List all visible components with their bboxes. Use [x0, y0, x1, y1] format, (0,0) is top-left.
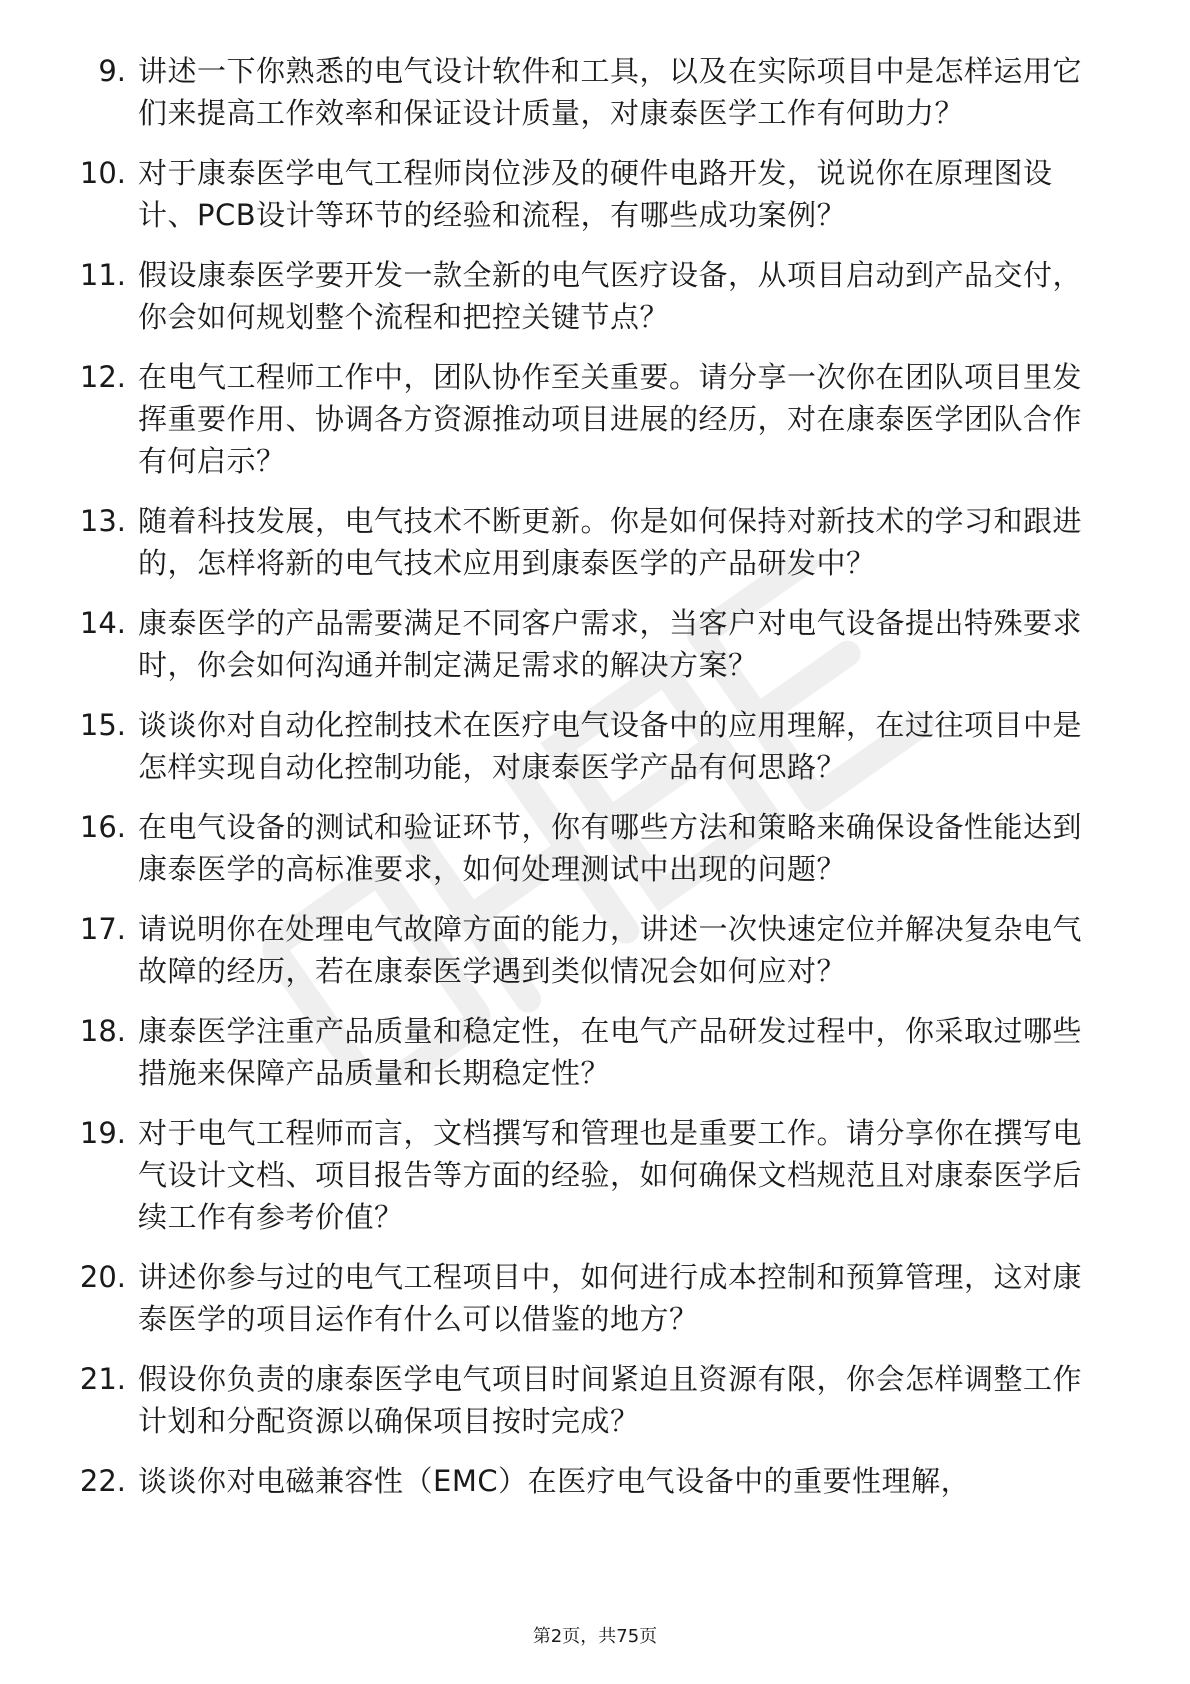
question-number: 10. [79, 156, 126, 190]
question-number: 22. [79, 1464, 126, 1498]
question-number: 9. [98, 54, 126, 88]
question-text: 假设康泰医学要开发一款全新的电气医疗设备，从项目启动到产品交付，你会如何规划整个流程和把控关键节点？ [138, 258, 1083, 334]
question-number: 12. [79, 360, 126, 394]
question-text: 讲述你参与过的电气工程项目中，如何进行成本控制和预算管理，这对康泰医学的项目运作有什么可以借鉴的地方？ [138, 1260, 1083, 1336]
question-text: 随着科技发展，电气技术不断更新。你是如何保持对新技术的学习和跟进的，怎样将新的电气技术应用到康泰医学的产品研发中？ [138, 504, 1083, 580]
question-text: 谈谈你对电磁兼容性（EMC）在医疗电气设备中的重要性理解， [138, 1464, 971, 1498]
question-item [70, 806, 1130, 890]
question-number: 13. [79, 504, 126, 538]
question-text: 对于电气工程师而言，文档撰写和管理也是重要工作。请分享你在撰写电气设计文档、项目报告等方面的经验，如何确保文档规范且对康泰医学后续工作有参考价值？ [138, 1116, 1083, 1234]
question-number: 16. [79, 810, 126, 844]
page-number-footer: 第2页，共75页 [532, 1626, 658, 1647]
question-text: 在电气设备的测试和验证环节，你有哪些方法和策略来确保设备性能达到康泰医学的高标准要求，如何处理测试中出现的问题？ [138, 810, 1083, 886]
question-number: 21. [79, 1362, 126, 1396]
question-item [70, 500, 1130, 584]
question-item [70, 1112, 1130, 1238]
question-item [70, 1010, 1130, 1094]
question-item [70, 254, 1130, 338]
question-item [70, 908, 1130, 992]
question-number: 14. [79, 606, 126, 640]
question-number: 19. [79, 1116, 126, 1150]
question-item [70, 356, 1130, 482]
question-text: 康泰医学注重产品质量和稳定性，在电气产品研发过程中，你采取过哪些措施来保障产品质量和长期稳定性？ [138, 1014, 1083, 1090]
question-text: 在电气工程师工作中，团队协作至关重要。请分享一次你在团队项目里发挥重要作用、协调各方资源推动项目进展的经历，对在康泰医学团队合作有何启示？ [138, 360, 1083, 478]
question-number: 18. [79, 1014, 126, 1048]
question-number: 20. [79, 1260, 126, 1294]
question-text: 请说明你在处理电气故障方面的能力，讲述一次快速定位并解决复杂电气故障的经历，若在康泰医学遇到类似情况会如何应对？ [138, 912, 1083, 988]
question-item [70, 602, 1130, 686]
question-number: 11. [79, 258, 126, 292]
question-text: 假设你负责的康泰医学电气项目时间紧迫且资源有限，你会怎样调整工作计划和分配资源以确保项目按时完成？ [138, 1362, 1083, 1438]
question-number: 17. [79, 912, 126, 946]
question-text: 对于康泰医学电气工程师岗位涉及的硬件电路开发，说说你在原理图设计、PCB设计等环节的经验和流程，有哪些成功案例？ [138, 156, 1053, 232]
question-text: 讲述一下你熟悉的电气设计软件和工具，以及在实际项目中是怎样运用它们来提高工作效率和保证设计质量，对康泰医学工作有何助力？ [138, 54, 1083, 130]
question-item [70, 1358, 1130, 1442]
question-item [70, 152, 1130, 236]
question-item [70, 50, 1130, 134]
question-text: 康泰医学的产品需要满足不同客户需求，当客户对电气设备提出特殊要求时，你会如何沟通并制定满足需求的解决方案？ [138, 606, 1083, 682]
question-item [70, 704, 1130, 788]
question-item [70, 1256, 1130, 1340]
question-number: 15. [79, 708, 126, 742]
question-list [70, 50, 1130, 1520]
question-item [70, 1460, 1130, 1502]
question-text: 谈谈你对自动化控制技术在医疗电气设备中的应用理解，在过往项目中是怎样实现自动化控制功能，对康泰医学产品有何思路？ [138, 708, 1083, 784]
